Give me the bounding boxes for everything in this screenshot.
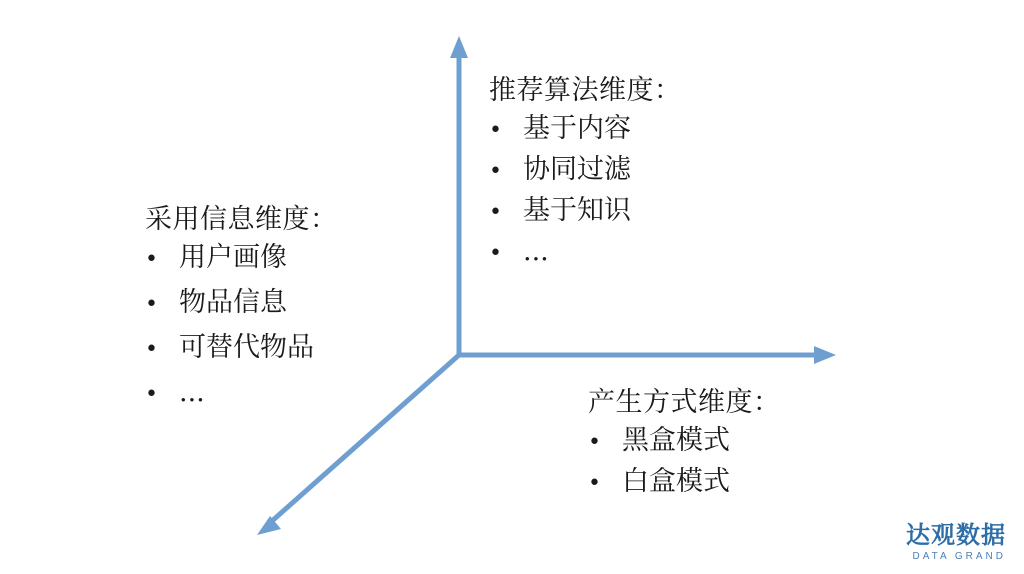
- bullet-text: 协同过滤: [523, 153, 631, 185]
- list-item: [489, 112, 682, 144]
- bullet-text: ...: [179, 376, 205, 408]
- list-item: [145, 241, 338, 273]
- bullet-text: 物品信息: [179, 286, 287, 318]
- bullet-dot-icon: •: [145, 336, 158, 362]
- list-item: [145, 376, 338, 408]
- bullet-dot-icon: •: [489, 199, 502, 225]
- bullet-dot-icon: •: [588, 429, 601, 455]
- watermark-brand-latin: DATA GRAND: [912, 551, 1006, 562]
- axis-label-recommendation-algorithm: [489, 74, 682, 279]
- bullet-dot-icon: •: [588, 470, 601, 496]
- vertical-axis-arrowhead: [450, 36, 468, 58]
- bullet-dot-icon: •: [489, 117, 502, 143]
- horizontal-axis-arrowhead: [814, 346, 836, 364]
- bullet-dot-icon: •: [145, 381, 158, 407]
- block-title-info: 采用信息维度：: [145, 204, 338, 235]
- watermark-logo: [906, 523, 1006, 562]
- list-item: [145, 286, 338, 318]
- bullet-text: 基于内容: [523, 112, 631, 144]
- bullet-text: 白盒模式: [622, 465, 730, 497]
- bullet-text: ...: [523, 235, 549, 267]
- bullet-list-algorithm: [489, 112, 682, 267]
- list-item: [145, 331, 338, 363]
- list-item: [588, 465, 781, 497]
- block-title-algorithm: 推荐算法维度：: [489, 75, 682, 106]
- axis-label-production-mode: [588, 386, 781, 509]
- watermark-brand-name: 达观数据: [906, 521, 1006, 549]
- list-item: [588, 424, 781, 456]
- bullet-text: 用户画像: [179, 241, 287, 273]
- block-title-mode: 产生方式维度：: [588, 387, 781, 418]
- bullet-list-info: [145, 241, 338, 408]
- bullet-text: 基于知识: [523, 194, 631, 226]
- bullet-dot-icon: •: [489, 158, 502, 184]
- list-item: [489, 194, 682, 226]
- bullet-list-mode: [588, 424, 781, 497]
- bullet-text: 黑盒模式: [622, 424, 730, 456]
- bullet-dot-icon: •: [489, 240, 502, 266]
- bullet-dot-icon: •: [145, 246, 158, 272]
- axis-label-information-dimension: [145, 203, 338, 424]
- bullet-text: 可替代物品: [179, 331, 314, 363]
- bullet-dot-icon: •: [145, 291, 158, 317]
- list-item: [489, 235, 682, 267]
- list-item: [489, 153, 682, 185]
